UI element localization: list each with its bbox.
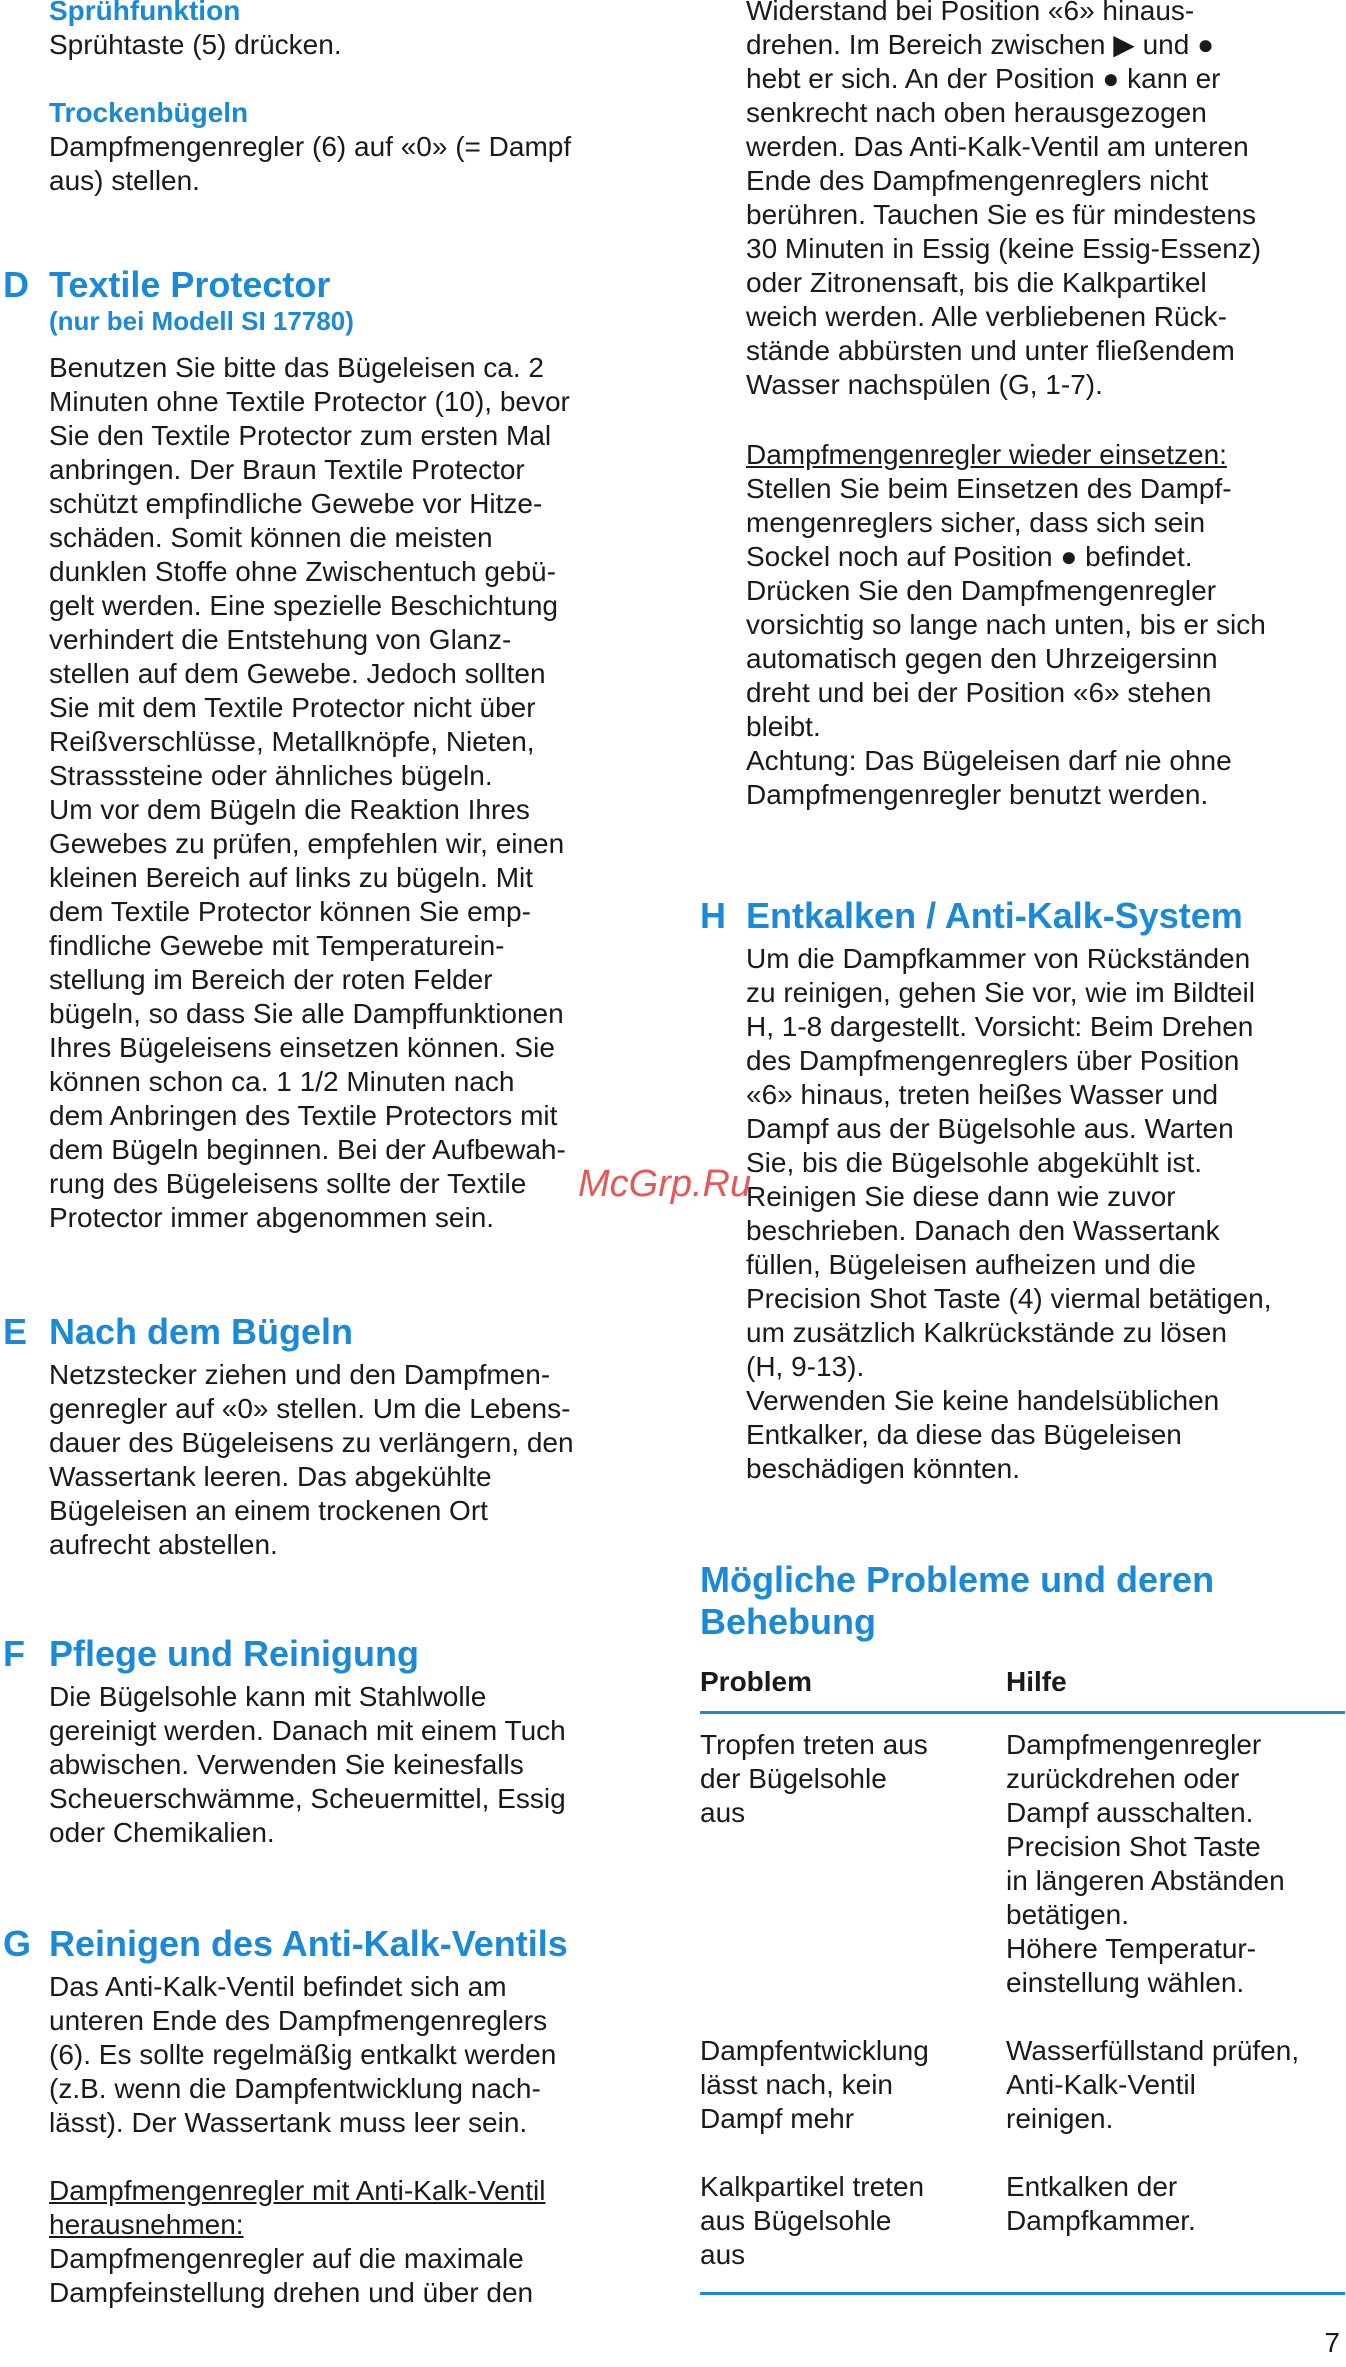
text-line: Sie mit dem Textile Protector nicht über [49, 692, 536, 723]
text-line: kleinen Bereich auf links zu bügeln. Mit [49, 862, 534, 893]
section-d-letter: D [3, 264, 29, 305]
text-line: Protector immer abgenommen sein. [49, 1202, 495, 1233]
section-h-letter: H [700, 895, 726, 936]
cell-line: Entkalken der [1006, 2171, 1178, 2202]
section-f [0, 1634, 650, 1850]
section-e-heading [0, 1312, 650, 1352]
table-header [700, 1665, 1345, 1714]
text-line: werden. Das Anti-Kalk-Ventil am unteren [746, 131, 1249, 162]
text-line: abwischen. Verwenden Sie keinesfalls [49, 1749, 524, 1780]
text-line: Wasser nachspülen (G, 1-7). [746, 369, 1103, 400]
text-line: oder Zitronensaft, bis die Kalkpartikel [746, 267, 1207, 298]
cell-line: der Bügelsohle [700, 1763, 887, 1794]
section-d-subtitle: (nur bei Modell SI 17780) [49, 306, 354, 336]
section-f-title: Pflege und Reinigung [49, 1633, 419, 1674]
cell-line: aus [700, 1797, 746, 1828]
text-line: Die Bügelsohle kann mit Stahlwolle [49, 1681, 487, 1712]
text-line: «6» hinaus, treten heißes Wasser und [746, 1079, 1219, 1110]
reinsert-text [746, 438, 1346, 812]
text-line: dem Bügeln beginnen. Bei der Aufbewah- [49, 1134, 566, 1165]
text-line: stellung im Bereich der roten Felder [49, 964, 493, 995]
text-line: findliche Gewebe mit Temperaturein- [49, 930, 505, 961]
cell-line: Dampf mehr [700, 2103, 855, 2134]
text-line: verhindert die Entstehung von Glanz- [49, 624, 512, 655]
text-line: Dampfeinstellung drehen und über den [49, 2277, 534, 2308]
text-line: beschrieben. Danach den Wassertank [746, 1215, 1220, 1246]
text-line: Scheuerschwämme, Scheuermittel, Essig [49, 1783, 566, 1814]
text-line: Reinigen Sie diese dann wie zuvor [746, 1181, 1176, 1212]
cell-line: Dampfentwicklung [700, 2035, 929, 2066]
section-g [0, 1924, 650, 2310]
reinsert-heading: Dampfmengenregler wieder einsetzen: [746, 439, 1227, 470]
text-line: unteren Ende des Dampfmengenreglers [49, 2005, 548, 2036]
text-line: H, 1-8 dargestellt. Vorsicht: Beim Drehen [746, 1011, 1254, 1042]
text-line: Gewebes zu prüfen, empfehlen wir, einen [49, 828, 565, 859]
text-line: vorsichtig so lange nach unten, bis er sich [746, 609, 1266, 640]
text-line: dunklen Stoffe ohne Zwischentuch gebü- [49, 556, 556, 587]
section-d-body [0, 351, 650, 1235]
cell-line: Kalkpartikel treten [700, 2171, 925, 2202]
text-line: Minuten ohne Textile Protector (10), bevor [49, 386, 570, 417]
text-line: hebt er sich. An der Position ● kann er [746, 63, 1221, 94]
cell-line: Wasserfüllstand prüfen, [1006, 2035, 1300, 2066]
text-line: Wassertank leeren. Das abgekühlte [49, 1461, 492, 1492]
text-line: dem Textile Protector können Sie emp- [49, 896, 531, 927]
section-h [700, 896, 1345, 1486]
cell-line: reinigen. [1006, 2103, 1114, 2134]
text-line: Ihres Bügeleisens einsetzen können. Sie [49, 1032, 555, 1063]
text-line: Dampfmengenregler auf die maximale [49, 2243, 524, 2274]
cell-line: Höhere Temperatur- [1006, 1933, 1257, 1964]
text-line: automatisch gegen den Uhrzeigersinn [746, 643, 1218, 674]
section-e-letter: E [3, 1311, 28, 1352]
text-line: Netzstecker ziehen und den Dampfmen- [49, 1359, 551, 1390]
help-cell [1006, 1728, 1345, 2000]
text-line: bleibt. [746, 711, 821, 742]
text-line: berühren. Tauchen Sie es für mindestens [746, 199, 1257, 230]
cell-line: Dampf ausschalten. [1006, 1797, 1254, 1828]
text-line: Sprühtaste (5) drücken. [49, 29, 342, 60]
section-d-heading [0, 265, 650, 305]
text-line: Widerstand bei Position «6» hinaus- [746, 0, 1195, 26]
page-number: 7 [1324, 2327, 1340, 2358]
section-g-title: Reinigen des Anti-Kalk-Ventils [49, 1923, 568, 1964]
text-line: anbringen. Der Braun Textile Protector [49, 454, 525, 485]
col-problem-header: Problem [700, 1666, 813, 1697]
text-line: können schon ca. 1 1/2 Minuten nach [49, 1066, 515, 1097]
text-line: lässt). Der Wassertank muss leer sein. [49, 2107, 528, 2138]
text-line: Verwenden Sie keine handelsüblichen [746, 1385, 1220, 1416]
spray-text [49, 28, 649, 62]
text-line: Ende des Dampfmengenreglers nicht [746, 165, 1209, 196]
text-line: Stellen Sie beim Einsetzen des Dampf- [746, 473, 1232, 504]
cell-line: in längeren Abständen [1006, 1865, 1285, 1896]
text-line: Entkalker, da diese das Bügeleisen [746, 1419, 1182, 1450]
text-line: Sie den Textile Protector zum ersten Mal [49, 420, 552, 451]
cell-line: aus Bügelsohle [700, 2205, 892, 2236]
text-line: zu reinigen, gehen Sie vor, wie im Bildteil [746, 977, 1255, 1008]
text-line: genregler auf «0» stellen. Um die Lebens- [49, 1393, 571, 1424]
text-line: Sockel noch auf Position ● befindet. [746, 541, 1193, 572]
text-line: beschädigen könnten. [746, 1453, 1020, 1484]
section-h-body [700, 942, 1345, 1486]
text-line: schützt empfindliche Gewebe vor Hitze- [49, 488, 543, 519]
text-line: bügeln, so dass Sie alle Dampffunktionen [49, 998, 564, 1029]
text-line: stände abbürsten und unter fließendem [746, 335, 1235, 366]
dry-block [49, 96, 649, 198]
text-line: dreht und bei der Position «6» stehen [746, 677, 1212, 708]
dry-text [49, 130, 649, 198]
problem-cell [700, 2034, 1006, 2136]
help-cell [1006, 2170, 1345, 2272]
text-line: (z.B. wenn die Dampfentwicklung nach- [49, 2073, 541, 2104]
text-line: (H, 9-13). [746, 1351, 865, 1382]
text-line: aus) stellen. [49, 165, 200, 196]
text-line: 30 Minuten in Essig (keine Essig-Essenz) [746, 233, 1262, 264]
text-line: Strasssteine oder ähnliches bügeln. [49, 760, 493, 791]
text-line: weich werden. Alle verbliebenen Rück- [746, 301, 1227, 332]
col-help-header: Hilfe [1006, 1666, 1067, 1697]
section-f-letter: F [3, 1633, 25, 1674]
remove-heading-line: herausnehmen: [49, 2209, 244, 2240]
section-d-title: Textile Protector [49, 264, 331, 305]
text-line: Bügeleisen an einem trockenen Ort [49, 1495, 488, 1526]
text-line: aufrecht abstellen. [49, 1529, 278, 1560]
section-e-body [0, 1358, 650, 1562]
spray-block [49, 0, 649, 62]
cell-line: Dampfmengenregler [1006, 1729, 1262, 1760]
dry-heading: Trockenbügeln [49, 97, 249, 128]
spray-heading: Sprühfunktion [49, 0, 241, 26]
problems-section [700, 1559, 1345, 2295]
problems-title-line: Behebung [700, 1601, 876, 1642]
section-e-title: Nach dem Bügeln [49, 1311, 354, 1352]
text-line: dauer des Bügeleisens zu verlängern, den [49, 1427, 574, 1458]
text-line: Precision Shot Taste (4) viermal betätigen, [746, 1283, 1272, 1314]
section-g-heading [0, 1924, 650, 1964]
section-g-body [0, 1970, 650, 2140]
section-f-heading [0, 1634, 650, 1674]
table-row [700, 2170, 1345, 2272]
text-line: Benutzen Sie bitte das Bügeleisen ca. 2 [49, 352, 545, 383]
text-line: gelt werden. Eine spezielle Beschichtung [49, 590, 558, 621]
text-line: Das Anti-Kalk-Ventil befindet sich am [49, 1971, 507, 2002]
problem-cell [700, 2170, 1006, 2272]
text-line: Um die Dampfkammer von Rückständen [746, 943, 1251, 974]
table-bottom-rule [700, 2292, 1345, 2295]
text-line: Achtung: Das Bügeleisen darf nie ohne [746, 745, 1232, 776]
section-f-body [0, 1680, 650, 1850]
cell-line: Tropfen treten aus [700, 1729, 928, 1760]
text-line: Drücken Sie den Dampfmengenregler [746, 575, 1217, 606]
text-line: oder Chemikalien. [49, 1817, 275, 1848]
help-cell [1006, 2034, 1345, 2136]
problems-title-line: Mögliche Probleme und deren [700, 1559, 1215, 1600]
continued-text [746, 0, 1346, 402]
text-line: gereinigt werden. Danach mit einem Tuch [49, 1715, 566, 1746]
text-line: Dampfmengenregler benutzt werden. [746, 779, 1209, 810]
text-line: Dampf aus der Bügelsohle aus. Warten [746, 1113, 1234, 1144]
text-line: (6). Es sollte regelmäßig entkalkt werden [49, 2039, 557, 2070]
section-g-remove [0, 2174, 650, 2310]
remove-heading-line: Dampfmengenregler mit Anti-Kalk-Ventil [49, 2175, 546, 2206]
text-line: schäden. Somit können die meisten [49, 522, 493, 553]
text-line: um zusätzlich Kalkrückstände zu lösen [746, 1317, 1227, 1348]
text-line: drehen. Im Bereich zwischen ▶ und ● [746, 29, 1215, 60]
text-line: stellen auf dem Gewebe. Jedoch sollten [49, 658, 546, 689]
table-row [700, 2034, 1345, 2136]
table-row [700, 1728, 1345, 2000]
text-line: Um vor dem Bügeln die Reaktion Ihres [49, 794, 530, 825]
text-line: senkrecht nach oben herausgezogen [746, 97, 1207, 128]
cell-line: aus [700, 2239, 746, 2270]
problems-table [700, 1665, 1345, 2295]
section-h-title: Entkalken / Anti-Kalk-System [746, 895, 1243, 936]
cell-line: einstellung wählen. [1006, 1967, 1245, 1998]
cell-line: lässt nach, kein [700, 2069, 893, 2100]
watermark: McGrp.Ru [578, 1163, 752, 1205]
section-h-heading [700, 896, 1345, 936]
section-g-letter: G [3, 1923, 32, 1964]
text-line: Reißverschlüsse, Metallknöpfe, Nieten, [49, 726, 535, 757]
section-e [0, 1312, 650, 1562]
cell-line: Dampfkammer. [1006, 2205, 1196, 2236]
problems-title [700, 1559, 1345, 1643]
section-d [0, 265, 650, 1235]
text-line: dem Anbringen des Textile Protectors mit [49, 1100, 558, 1131]
text-line: mengenreglers sicher, dass sich sein [746, 507, 1206, 538]
text-line: des Dampfmengenreglers über Position [746, 1045, 1240, 1076]
cell-line: Precision Shot Taste [1006, 1831, 1261, 1862]
cell-line: Anti-Kalk-Ventil [1006, 2069, 1196, 2100]
text-line: füllen, Bügeleisen aufheizen und die [746, 1249, 1196, 1280]
text-line: Dampfmengenregler (6) auf «0» (= Dampf [49, 131, 572, 162]
cell-line: betätigen. [1006, 1899, 1129, 1930]
problem-cell [700, 1728, 1006, 2000]
text-line: Sie, bis die Bügelsohle abgekühlt ist. [746, 1147, 1203, 1178]
text-line: rung des Bügeleisens sollte der Textile [49, 1168, 527, 1199]
cell-line: zurückdrehen oder [1006, 1763, 1240, 1794]
